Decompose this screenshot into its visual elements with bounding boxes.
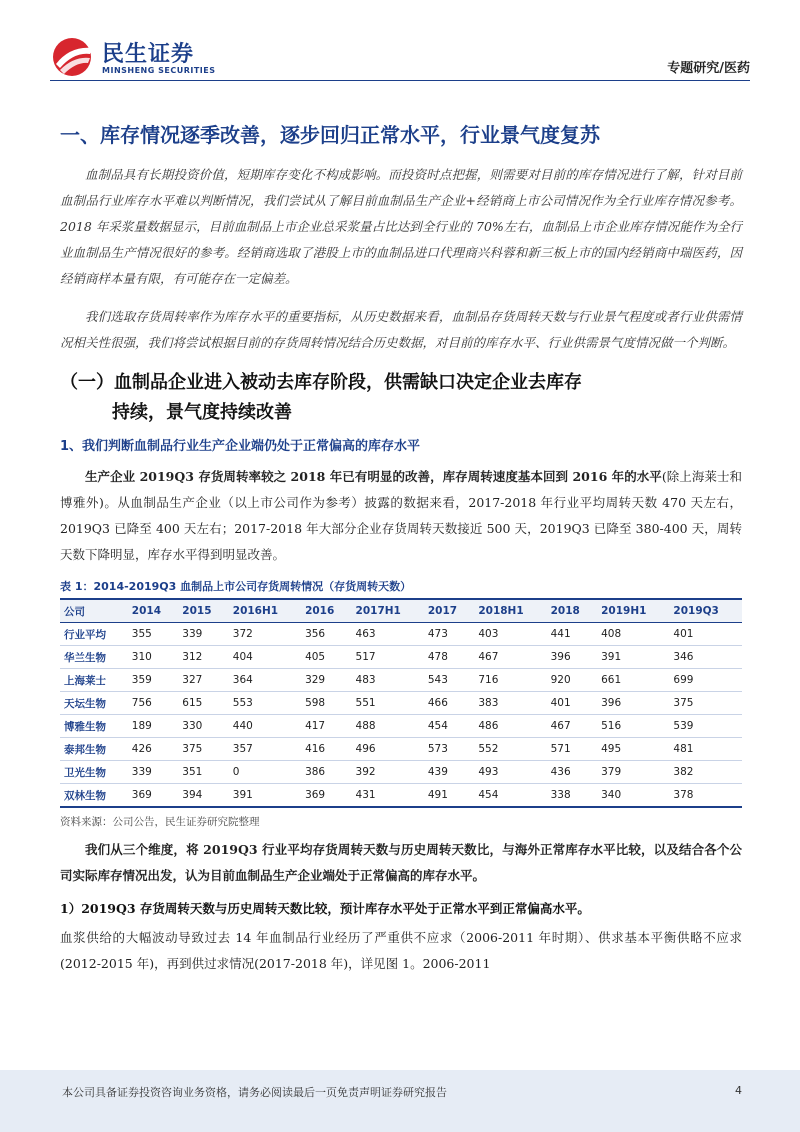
table-row-company: 行业平均 bbox=[60, 623, 128, 646]
table-row bbox=[60, 692, 742, 715]
table-cell: 189 bbox=[128, 715, 178, 738]
minsheng-logo bbox=[50, 36, 220, 78]
section-heading: 一、库存情况逐季改善，逐步回归正常水平，行业景气度复苏 bbox=[60, 123, 600, 147]
table-row-company: 卫光生物 bbox=[60, 761, 128, 784]
table-cell: 310 bbox=[128, 646, 178, 669]
table-cell: 463 bbox=[352, 623, 424, 646]
table-cell: 661 bbox=[597, 669, 669, 692]
table-cell: 454 bbox=[424, 715, 474, 738]
table-header-cell: 公司 bbox=[64, 605, 85, 618]
table-cell: 378 bbox=[669, 784, 742, 808]
table-header-cell: 2019H1 bbox=[601, 605, 647, 617]
table-header-cell: 2014 bbox=[131, 605, 162, 617]
table-cell: 375 bbox=[669, 692, 742, 715]
table-cell: 488 bbox=[352, 715, 424, 738]
table-cell: 369 bbox=[128, 784, 178, 808]
table-header-cell: 2015 bbox=[182, 605, 212, 617]
table-row bbox=[60, 784, 742, 808]
table-cell: 573 bbox=[424, 738, 474, 761]
table-source: 资料来源：公司公告，民生证券研究院整理 bbox=[60, 816, 260, 828]
table-cell: 383 bbox=[474, 692, 546, 715]
table-cell: 920 bbox=[547, 669, 597, 692]
table-cell: 517 bbox=[352, 646, 424, 669]
table-cell: 372 bbox=[229, 623, 301, 646]
table-cell: 454 bbox=[474, 784, 546, 808]
table-cell: 598 bbox=[301, 692, 351, 715]
table-cell: 483 bbox=[352, 669, 424, 692]
table-header-cell: 2016H1 bbox=[232, 605, 279, 617]
brand-name-en: MINSHENG SECURITIES bbox=[102, 66, 216, 75]
page-footer bbox=[0, 1070, 800, 1132]
table-cell: 481 bbox=[669, 738, 742, 761]
table-header-cell: 2016 bbox=[305, 605, 335, 617]
table-cell: 699 bbox=[669, 669, 742, 692]
table-cell: 394 bbox=[178, 784, 228, 808]
table-cell: 339 bbox=[178, 623, 228, 646]
table-cell: 351 bbox=[178, 761, 228, 784]
table-cell: 386 bbox=[301, 761, 351, 784]
table-cell: 391 bbox=[229, 784, 301, 808]
table-cell: 396 bbox=[597, 692, 669, 715]
header-divider bbox=[50, 80, 750, 81]
table-cell: 615 bbox=[178, 692, 228, 715]
sub-point-heading: 1）2019Q3 存货周转天数与历史周转天数比较，预计库存水平处于正常水平到正常偏高水平。 bbox=[60, 901, 590, 916]
table-cell: 539 bbox=[669, 715, 742, 738]
intro-paragraph-1: 血制品具有长期投资价值，短期库存变化不构成影响。而投资时点把握，则需要对目前的库存情况进行了解，针对目前血制品行业库存水平难以判断情况，我们尝试从了解目前血制品生产企业+经销商上市公司情况作为全行业库存情况参考。2018 年采浆量数据显示，目前血制品上市企业总采浆量占比达到全行业的 70%左右，血制品上市企业库存情况能作为全行业血制品生产情况很好的参考。经销商选取了港股上市的血制品进口代理商兴科蓉和新三板上市的国内经销商中瑞医药，因经销商样本量有限，有可能存在一定偏差。 bbox=[60, 167, 742, 286]
page-number: 4 bbox=[735, 1084, 742, 1097]
table-row bbox=[60, 738, 742, 761]
point-heading: 1、我们判断血制品行业生产企业端仍处于正常偏高的库存水平 bbox=[60, 439, 421, 454]
subsection-heading-line-1: （一）血制品企业进入被动去库存阶段，供需缺口决定企业去库存 bbox=[60, 372, 582, 393]
table-cell: 375 bbox=[178, 738, 228, 761]
table-row-company: 天坛生物 bbox=[60, 692, 128, 715]
table-cell: 440 bbox=[229, 715, 301, 738]
table-cell: 396 bbox=[547, 646, 597, 669]
table-cell: 417 bbox=[301, 715, 351, 738]
closing-paragraph: 血浆供给的大幅波动导致过去 14 年血制品行业经历了严重供不应求（2006-2011 年时期）、供求基本平衡供略不应求(2012-2015 年)，再到供过求情况(2017-2018 年)，详见图 1。2006-2011 bbox=[60, 930, 742, 971]
table-row-company: 泰邦生物 bbox=[60, 738, 128, 761]
table-cell: 355 bbox=[128, 623, 178, 646]
table-cell: 382 bbox=[669, 761, 742, 784]
table-cell: 543 bbox=[424, 669, 474, 692]
table-cell: 405 bbox=[301, 646, 351, 669]
table-cell: 329 bbox=[301, 669, 351, 692]
table-header-cell: 2017 bbox=[427, 605, 458, 617]
table-cell: 441 bbox=[547, 623, 597, 646]
table-cell: 403 bbox=[474, 623, 546, 646]
table-cell: 338 bbox=[547, 784, 597, 808]
table-row-company: 上海莱士 bbox=[60, 669, 128, 692]
table-cell: 491 bbox=[424, 784, 474, 808]
table-row-company: 华兰生物 bbox=[60, 646, 128, 669]
table-row bbox=[60, 669, 742, 692]
table-cell: 486 bbox=[474, 715, 546, 738]
table-row bbox=[60, 623, 742, 646]
page-header bbox=[0, 0, 800, 84]
table-cell: 426 bbox=[128, 738, 178, 761]
subsection-heading-line-2: 持续，景气度持续改善 bbox=[112, 402, 292, 423]
table-cell: 340 bbox=[597, 784, 669, 808]
table-cell: 493 bbox=[474, 761, 546, 784]
subsection-heading bbox=[60, 368, 742, 428]
brand-name-cn: 民生证券 bbox=[102, 42, 195, 67]
table-header-row bbox=[60, 599, 742, 623]
table-cell: 416 bbox=[301, 738, 351, 761]
table-cell: 495 bbox=[597, 738, 669, 761]
table-cell: 467 bbox=[474, 646, 546, 669]
table-cell: 359 bbox=[128, 669, 178, 692]
table-cell: 716 bbox=[474, 669, 546, 692]
table-cell: 346 bbox=[669, 646, 742, 669]
table-cell: 357 bbox=[229, 738, 301, 761]
table-cell: 391 bbox=[597, 646, 669, 669]
table-cell: 552 bbox=[474, 738, 546, 761]
table-cell: 756 bbox=[128, 692, 178, 715]
table-cell: 467 bbox=[547, 715, 597, 738]
table-row bbox=[60, 646, 742, 669]
table-cell: 364 bbox=[229, 669, 301, 692]
table-cell: 392 bbox=[352, 761, 424, 784]
main-content bbox=[60, 118, 742, 977]
table-cell: 439 bbox=[424, 761, 474, 784]
table-row-company: 博雅生物 bbox=[60, 715, 128, 738]
table-caption: 表 1：2014-2019Q3 血制品上市公司存货周转情况（存货周转天数） bbox=[60, 580, 412, 593]
table-cell: 466 bbox=[424, 692, 474, 715]
inventory-turnover-table bbox=[60, 598, 742, 808]
table-cell: 553 bbox=[229, 692, 301, 715]
table-header-cell: 2019Q3 bbox=[673, 605, 719, 617]
table-cell: 339 bbox=[128, 761, 178, 784]
body-paragraph-emphasis: 生产企业 2019Q3 存货周转率较之 2018 年已有明显的改善，库存周转速度基本回到 2016 年的水平 bbox=[85, 469, 662, 484]
table-cell: 408 bbox=[597, 623, 669, 646]
table-cell: 379 bbox=[597, 761, 669, 784]
table-cell: 473 bbox=[424, 623, 474, 646]
table-header-cell: 2018H1 bbox=[478, 605, 524, 617]
table-header-cell: 2017H1 bbox=[355, 605, 401, 617]
table-cell: 312 bbox=[178, 646, 228, 669]
table-cell: 0 bbox=[229, 761, 301, 784]
table-cell: 478 bbox=[424, 646, 474, 669]
table-cell: 401 bbox=[669, 623, 742, 646]
section-label: 专题研究/医药 bbox=[667, 61, 750, 76]
table-cell: 404 bbox=[229, 646, 301, 669]
table-cell: 330 bbox=[178, 715, 228, 738]
table-header-cell: 2018 bbox=[550, 605, 580, 617]
body-paragraph bbox=[60, 464, 742, 568]
summary-paragraph-text: 我们从三个维度，将 2019Q3 行业平均存货周转天数与历史周转天数比，与海外正常库存水平比较，以及结合各个公司实际库存情况出发，认为目前血制品生产企业端处于正常偏高的库存水平。 bbox=[60, 842, 742, 883]
table-cell: 356 bbox=[301, 623, 351, 646]
table-cell: 496 bbox=[352, 738, 424, 761]
table-cell: 516 bbox=[597, 715, 669, 738]
summary-paragraph bbox=[60, 837, 742, 889]
body-paragraph-rest: (除上海莱士和博雅外)。从血制品生产企业（以上市公司作为参考）披露的数据来看，2017-2018 年行业平均周转天数 470 天左右，2019Q3 已降至 400 天左右；2017-2018 年大部分企业存货周转天数接近 500 天，2019Q3 已降至 380-400 天，周转天数下降明显，库存水平得到明显改善。 bbox=[60, 469, 742, 562]
table-row bbox=[60, 715, 742, 738]
table-body bbox=[60, 623, 742, 808]
table-cell: 369 bbox=[301, 784, 351, 808]
table-cell: 436 bbox=[547, 761, 597, 784]
logo-mark-icon bbox=[50, 36, 96, 78]
table-cell: 551 bbox=[352, 692, 424, 715]
intro-paragraph-2: 我们选取存货周转率作为库存水平的重要指标，从历史数据来看，血制品存货周转天数与行业景气程度或者行业供需情况相关性很强，我们将尝试根据目前的存货周转情况结合历史数据，对目前的库存水平、行业供需景气度情况做一个判断。 bbox=[60, 309, 742, 350]
footer-disclaimer: 本公司具备证券投资咨询业务资格，请务必阅读最后一页免责声明证券研究报告 bbox=[62, 1086, 447, 1099]
table-row bbox=[60, 761, 742, 784]
table-cell: 327 bbox=[178, 669, 228, 692]
table-cell: 401 bbox=[547, 692, 597, 715]
table-cell: 431 bbox=[352, 784, 424, 808]
table-row-company: 双林生物 bbox=[60, 784, 128, 808]
table-cell: 571 bbox=[547, 738, 597, 761]
